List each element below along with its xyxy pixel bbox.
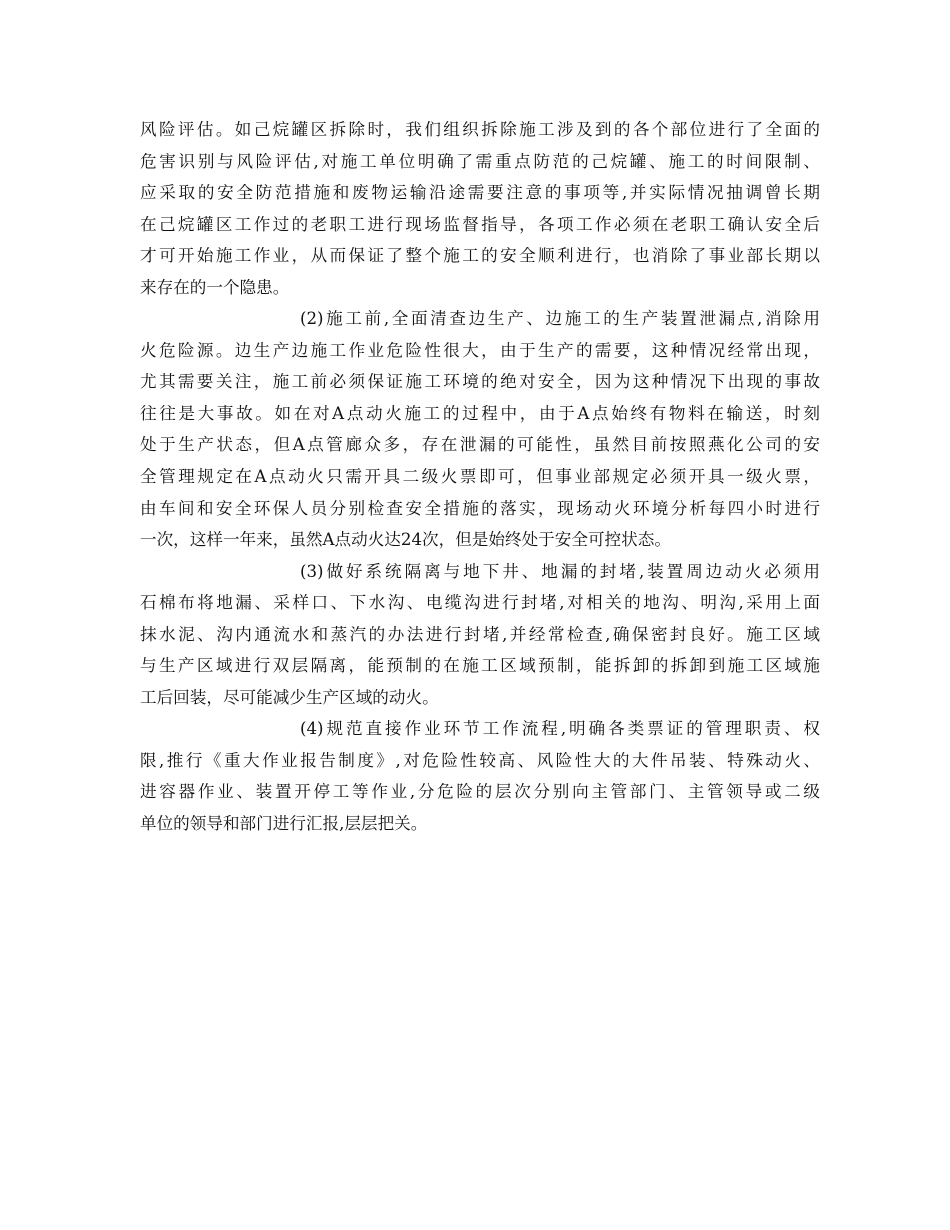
text-line: 处于生产状态，但A点管廊众多，存在泄漏的可能性，虽然目前按照燕化公司的安 (140, 435, 820, 455)
text-line: (3)做好系统隔离与地下井、地漏的封堵,装置周边动火必须用 (300, 561, 820, 581)
text-line: 应采取的安全防范措施和废物运输沿途需要注意的事项等,并实际情况抽调曾长期 (140, 183, 820, 203)
text-line: 单位的领导和部门进行汇报,层层把关。 (140, 814, 428, 834)
paragraph-item-2 (140, 303, 820, 555)
text-line: 进容器作业、装置开停工等作业,分危险的层次分别向主管部门、主管领导或二级 (140, 782, 820, 802)
body-text (140, 114, 820, 840)
text-line: 才可开始施工作业，从而保证了整个施工的安全顺利进行，也消除了事业部长期以 (140, 246, 820, 266)
text-line: 往往是大事故。如在对A点动火施工的过程中，由于A点始终有物料在输送，时刻 (140, 403, 820, 423)
paragraph-risk-assessment (140, 114, 820, 303)
text-line: 由车间和安全环保人员分别检查安全措施的落实，现场动火环境分析每四小时进行 (140, 498, 820, 518)
text-line: 在己烷罐区工作过的老职工进行现场监督指导，各项工作必须在老职工确认安全后 (140, 214, 820, 234)
text-line: 抹水泥、沟内通流水和蒸汽的办法进行封堵,并经常检查,确保密封良好。施工区域 (140, 624, 820, 644)
paragraph-item-3 (140, 556, 820, 714)
text-line: 全管理规定在A点动火只需开具二级火票即可，但事业部规定必须开具一级火票， (140, 467, 820, 487)
text-line: 尤其需要关注，施工前必须保证施工环境的绝对安全，因为这种情况下出现的事故 (140, 372, 820, 392)
paragraph-item-4 (140, 713, 820, 839)
text-line: 火危险源。边生产边施工作业危险性很大，由于生产的需要，这种情况经常出现， (140, 340, 820, 360)
text-line: 石棉布将地漏、采样口、下水沟、电缆沟进行封堵,对相关的地沟、明沟,采用上面 (140, 593, 820, 613)
text-line: 限,推行《重大作业报告制度》,对危险性较高、风险性大的大件吊装、特殊动火、 (140, 750, 820, 770)
text-line: 危害识别与风险评估,对施工单位明确了需重点防范的己烷罐、施工的时间限制、 (140, 151, 820, 171)
text-line: 风险评估。如己烷罐区拆除时，我们组织拆除施工涉及到的各个部位进行了全面的 (140, 120, 820, 139)
text-line: 工后回装，尽可能减少生产区域的动火。 (140, 687, 439, 707)
text-line: 一次，这样一年来，虽然A点动火达24次，但是始终处于安全可控状态。 (140, 530, 671, 550)
text-line: (4)规范直接作业环节工作流程,明确各类票证的管理职责、权 (300, 719, 820, 739)
text-line: (2)施工前,全面清查边生产、边施工的生产装置泄漏点,消除用 (300, 309, 820, 329)
text-line: 与生产区域进行双层隔离，能预制的在施工区域预制，能拆卸的拆卸到施工区域施 (140, 656, 820, 676)
text-line: 来存在的一个隐患。 (140, 277, 290, 297)
